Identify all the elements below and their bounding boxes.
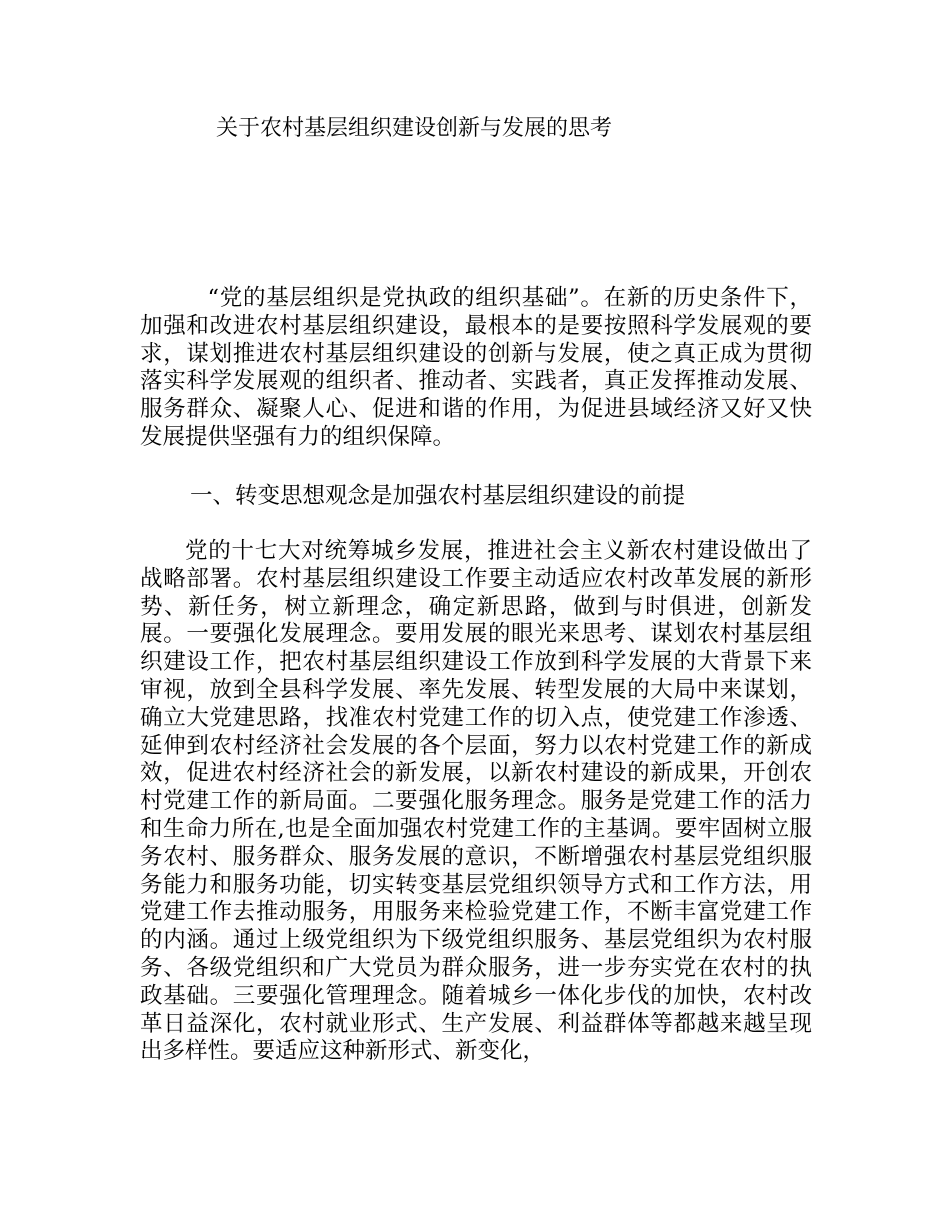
section-paragraph: 党的十七大对统筹城乡发展，推进社会主义新农村建设做出了战略部署。农村基层组织建设工作要主动适应农村改革发展的新形势、新任务，树立新理念，确定新思路，做到与时俱进，创新发展。一要强化发展理念。要用发展的眼光来思考、谋划农村基层组织建设工作，把农村基层组织建设工作放到科学发展的大背景下来审视，放到全县科学发展、率先发展、转型发展的大局中来谋划，确立大党建思路，找准农村党建工作的切入点，使党建工作渗透、延伸到农村经济社会发展的各个层面，努力以农村党建工作的新成效，促进农村经济社会的新发展，以新农村建设的新成果，开创农村党建工作的新局面。二要强化服务理念。服务是党建工作的活力和生命力所在,也是全面加强农村党建工作的主基调。要牢固树立服务农村、服务群众、服务发展的意识，不断增强农村基层党组织服务能力和服务功能，切实转变基层党组织领导方式和工作方法，用党建工作去推动服务，用服务来检验党建工作，不断丰富党建工作的内涵。通过上级党组织为下级党组织服务、基层党组织为农村服务、各级党组织和广大党员为群众服务，进一步夯实党在农村的执政基础。三要强化管理理念。随着城乡一体化步伐的加快，农村改革日益深化，农村就业形式、生产发展、利益群体等都越来越呈现出多样性。要适应这种新形式、新变化， [140, 538, 812, 1065]
intro-paragraph: “党的基层组织是党执政的组织基础”。在新的历史条件下，加强和改进农村基层组织建设，最根本的是要按照科学发展观的要求，谋划推进农村基层组织建设的创新与发展，使之真正成为贯彻落实科学发展观的组织者、推动者、实践者，真正发挥推动发展、服务群众、凝聚人心、促进和谐的作用，为促进县域经济又好又快发展提供坚强有力的组织保障。 [140, 285, 812, 450]
section-heading: 一、转变思想观念是加强农村基层组织建设的前提 [190, 483, 686, 509]
document-title: 关于农村基层组织建设创新与发展的思考 [216, 116, 613, 141]
